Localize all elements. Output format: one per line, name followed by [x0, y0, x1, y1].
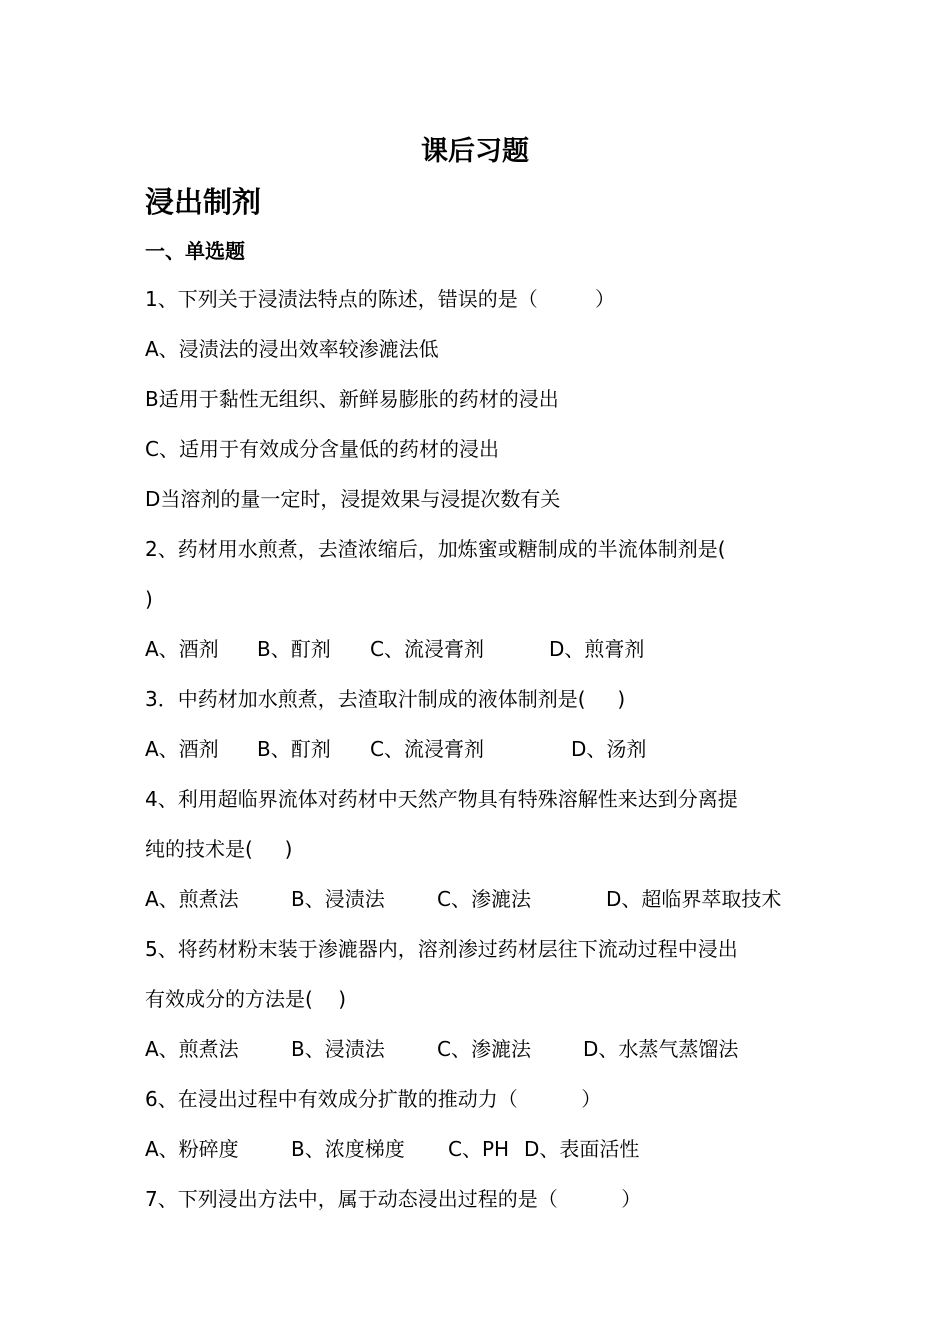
question-3-option-a: A、酒剂 [145, 737, 219, 761]
question-5-stem-cont: 有效成分的方法是( ) [145, 987, 347, 1011]
question-3-option-c: C、流浸膏剂 [370, 737, 484, 761]
question-4-option-c: C、渗漉法 [437, 887, 531, 911]
question-4-stem-cont: 纯的技术是( ) [145, 837, 293, 861]
question-2-option-c: C、流浸膏剂 [370, 637, 484, 661]
question-3-option-d: D、汤剂 [571, 737, 647, 761]
question-5-option-a: A、煎煮法 [145, 1037, 239, 1061]
question-6-stem: 6、在浸出过程中有效成分扩散的推动力（ ） [145, 1087, 602, 1111]
question-1-stem: 1、下列关于浸渍法特点的陈述，错误的是（ ） [145, 287, 615, 311]
question-5-option-c: C、渗漉法 [437, 1037, 531, 1061]
question-7-stem: 7、下列浸出方法中，属于动态浸出过程的是（ ） [145, 1187, 642, 1211]
page-title: 课后习题 [421, 136, 529, 167]
question-6-option-a: A、粉碎度 [145, 1137, 239, 1161]
question-5-stem: 5、将药材粉末装于渗漉器内，溶剂渗过药材层往下流动过程中浸出 [145, 937, 738, 961]
question-1-option-a: A、浸渍法的浸出效率较渗漉法低 [145, 337, 439, 361]
question-5-option-b: B、浸渍法 [291, 1037, 385, 1061]
section-heading: 浸出制剂 [145, 185, 262, 219]
question-3-stem: 3．中药材加水煎煮，去渣取汁制成的液体制剂是( ) [145, 687, 626, 711]
question-6-option-c: C、PH [448, 1137, 510, 1161]
question-2-option-b: B、酊剂 [257, 637, 331, 661]
question-4-option-b: B、浸渍法 [291, 887, 385, 911]
question-4-option-a: A、煎煮法 [145, 887, 239, 911]
question-2-stem-cont: ) [145, 587, 153, 611]
question-1-option-c: C、适用于有效成分含量低的药材的浸出 [145, 437, 499, 461]
question-6-option-b: B、浓度梯度 [291, 1137, 405, 1161]
question-1-option-d: D当溶剂的量一定时，浸提效果与浸提次数有关 [145, 487, 561, 511]
question-2-option-d: D、煎膏剂 [549, 637, 645, 661]
question-6-option-d: D、表面活性 [524, 1137, 640, 1161]
question-5-option-d: D、水蒸气蒸馏法 [583, 1037, 739, 1061]
question-4-stem: 4、利用超临界流体对药材中天然产物具有特殊溶解性来达到分离提 [145, 787, 738, 811]
question-3-option-b: B、酊剂 [257, 737, 331, 761]
subsection-heading: 一、单选题 [145, 239, 245, 263]
question-2-stem: 2、药材用水煎煮，去渣浓缩后，加炼蜜或糖制成的半流体制剂是( [145, 537, 726, 561]
question-4-option-d: D、超临界萃取技术 [606, 887, 782, 911]
question-2-option-a: A、酒剂 [145, 637, 219, 661]
question-1-option-b: B适用于黏性无组织、新鲜易膨胀的药材的浸出 [145, 387, 559, 411]
